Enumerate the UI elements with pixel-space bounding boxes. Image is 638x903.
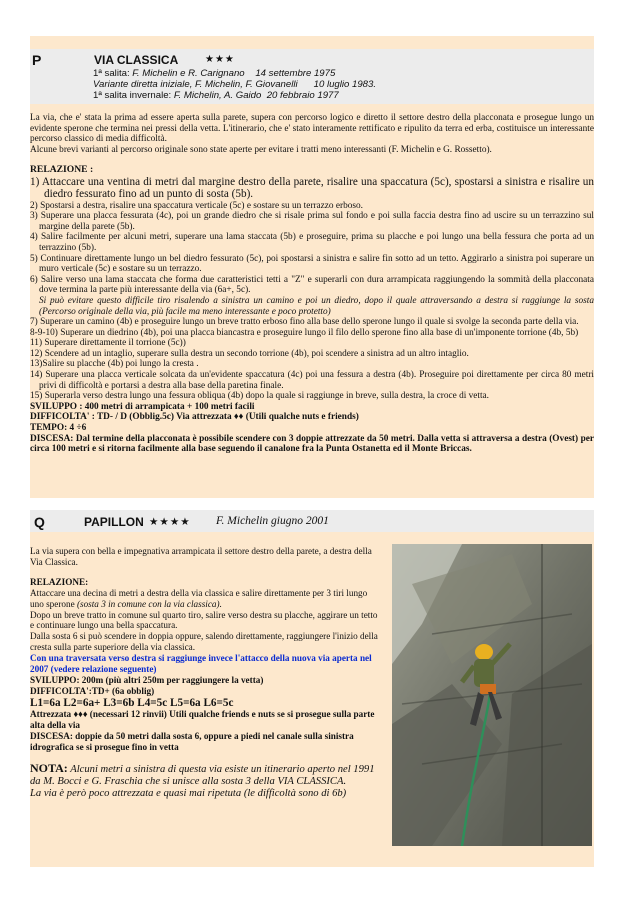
winter-label: 1ª salita invernale: [93, 90, 172, 101]
section-papillon [30, 510, 594, 867]
intro-paragraph-2: Alcune brevi varianti al percorso originale sono state aperte per evitare i tratti meno interessanti (F. Michelin e G. Rossetto). [30, 144, 492, 155]
route-author: F. Michelin giugno 2001 [216, 515, 329, 527]
relazione-text-2: Dopo un breve tratto in comune sul quarto tiro, salire verso destra su placche, aggirare un tetto e continuare lungo una bella spaccatura. [30, 609, 378, 631]
intro-paragraph: La via, che e' stata la prima ad essere aperta sulla parete, supera con percorso logico e diretto il settore destro della placconata e prosegue lungo un evidente sperone che termina nei pressi della vetta. L'itinerario, che e' stato interamente rettificato e ripulito da terra ed erba, costituisce un interessante percorso classico di media difficoltà. [30, 113, 594, 145]
rating-stars: ★★★ [205, 54, 235, 65]
route-title: VIA CLASSICA [94, 53, 179, 67]
route-description [30, 546, 382, 801]
relazione-text [30, 588, 382, 610]
relazione-title: RELAZIONE: [30, 576, 89, 587]
section-header [30, 49, 594, 104]
nota-text: Alcuni metri a sinistra di questa via esiste un itinerario aperto nel 1991 da M. Bocci e G. Fraschia che si unisce alla sosta 3 della VIA CLASSICA. [30, 763, 375, 788]
pitch-item: 6) Salire verso una lama staccata che forma due caratteristici tetti a "Z" e superarli con dura arrampicata raggiungendo la sommità della placconata dove termina la parte più interessante della via (6a+, 5c). [30, 274, 594, 296]
sviluppo-line: SVILUPPO: 200m (più altri 250m per raggiungere la vetta) [30, 674, 264, 685]
pitch-item: 8-9-10) Superare un diedrino (4b), poi una placca biancastra e proseguire lungo il filo dello sperone fino alla base di un'imponente torrione (4b, 5b) [30, 327, 579, 338]
nota-paragraph [30, 762, 382, 788]
section-header [30, 510, 594, 532]
section-letter: P [32, 52, 42, 68]
pitch-item: 14) Superare una placca verticale solcata da un'evidente spaccatura (4c) poi una fessura a destra (4b). Proseguire poi direttamente per circa 80 metri privi di difficoltà e portarsi a destra alla base della paretina finale. [30, 370, 594, 391]
pitch-item: 15) Superarla verso destra lungo una fessura obliqua (4b) dopo la quale si raggiunge in breve, sulla destra, la croce di vetta. [30, 391, 490, 402]
rating-stars: ★★★★ [149, 517, 191, 528]
climber-photo [392, 544, 592, 846]
nota-paragraph-2: La via è però poco attrezzata e quasi mai ripetuta (le difficoltà sono di 6b) [30, 788, 347, 800]
climber-photo-image [392, 544, 592, 846]
nota-label: NOTA: [30, 760, 68, 775]
variant-note: Si può evitare questo difficile tiro risalendo a sinistra un camino e poi un diedro, dopo il quale attraversando a destra si raggiunge la sosta (Percorso originale della via, più facile ma meno interessante e poco protetto) [39, 295, 594, 317]
first-ascent-line [93, 68, 335, 79]
difficolta-line: DIFFICOLTA' : TD- / D (Obblig.5c) Via attrezzata ♦♦ (Utili qualche nuts e friends) [30, 412, 359, 423]
pitch-item: 2) Spostarsi a destra, risalire una spaccatura verticale (5c) e sostare su un terrazzo erboso. [30, 200, 363, 211]
winter-ascent-line [93, 90, 339, 101]
variant-label: Variante diretta iniziale, [93, 79, 193, 90]
winter-date: 20 febbraio 1977 [266, 90, 339, 101]
relazione-title: RELAZIONE : [30, 164, 94, 176]
pitch-item: 4) Salire facilmente per alcuni metri, superare una lama staccata (5b) e proseguire, prima su placche e poi lungo una bella fessura che porta ad un terrazzino (5b). [30, 232, 594, 253]
variant-date: 10 luglio 1983. [313, 79, 377, 90]
pitch-item: 5) Continuare direttamente lungo un bel diedro fessurato (5c), poi spostarsi a sinistra e salire fin sotto ad un tetto. Aggirarlo a sinistra poi superare un muro verticale (5c) e sostare su un terrazzo. [30, 253, 594, 275]
first-ascent-label: 1ª salita: [93, 68, 130, 79]
new-route-note: Con una traversata verso destra si raggiunge invece l'attacco della nuova via aperta nel 2007 (vedere relazione seguente) [30, 653, 372, 675]
tempo-line: TEMPO: 4 ÷6 [30, 423, 87, 434]
pitch-item: 11) Superare direttamente il torrione (5c)) [30, 338, 186, 349]
relazione-italic: (sosta 3 in comune con la via classica). [76, 598, 222, 609]
pitch-item: 13)Salire su placche (4b) poi lungo la cresta . [30, 359, 199, 370]
pitch-item: 7) Superare un camino (4b) e proseguire lungo un breve tratto erboso fino alla base dello sperone lungo il quale si svolge la seconda parte della via. [30, 317, 579, 328]
first-ascent-date: 14 settembre 1975 [255, 68, 336, 79]
relazione-part: Attaccare una decina di metri a destra della via classica e salire direttamente per 3 tiri lungo uno sperone [30, 587, 368, 609]
route-description [30, 113, 594, 455]
variant-names: F. Michelin, F. Giovanelli [195, 79, 298, 90]
sviluppo-line: SVILUPPO : 400 metri di arrampicata + 100 metri facili [30, 401, 255, 412]
discesa-line: DISCESA: Dal termine della placconata è possibile scendere con 3 doppie attrezzate da 50 metri. Dalla vetta si attraversa a destra (Ovest) per circa 100 metri e si ritorna facilmente alla base seguendo il canalone fra la Punta Ostanetta ed il Monte Briccas. [30, 433, 594, 455]
section-via-classica [30, 36, 594, 498]
attrezzata-line: Attrezzata ♦♦♦ (necessari 12 rinvii) Utili qualche friends e nuts se si prosegue sulla parte alta della via [30, 709, 375, 731]
section-letter: Q [34, 514, 45, 530]
route-title: PAPILLON [84, 515, 144, 529]
discesa-line: DISCESA: doppie da 50 metri dalla sosta 6, oppure a piedi nel canale sulla sinistra idrografica se si prosegue fino in vetta [30, 731, 354, 752]
difficolta-line: DIFFICOLTA':TD+ (6a obblig) [30, 685, 155, 696]
pitch-item: 12) Scendere ad un intaglio, superare sulla destra un secondo torrione (4b), poi scendere a sinistra ad un altro intaglio. [30, 348, 469, 359]
pitch-grades: L1=6a L2=6a+ L3=6b L4=5c L5=6a L6=5c [30, 696, 234, 709]
pitch-item: 3) Superare una placca fessurata (4c), poi un grande diedro che si risale prima sul fondo e poi sulla faccia destra fino ad uscire su un terrazzino sul margine della parete (5b). [30, 211, 594, 232]
winter-names: F. Michelin, A. Gaido [173, 90, 262, 101]
pitch-item: 1) Attaccare una ventina di metri dal margine destro della parete, risalire una spaccatura (5c), spostarsi a sinistra e risalire un diedro fessurato fino ad un punto di sosta (5b). [30, 175, 594, 201]
first-ascent-names: F. Michelin e R. Carignano [132, 68, 245, 79]
intro-paragraph: La via supera con bella e impegnativa arrampicata il settore destro della parete, a destra della Via Classica. [30, 546, 372, 567]
variant-line [93, 79, 376, 90]
relazione-text-3: Dalla sosta 6 si può scendere in doppia oppure, salendo direttamente, raggiungere l'inizio della cresta sulla parte superiore della via classica. [30, 631, 378, 653]
